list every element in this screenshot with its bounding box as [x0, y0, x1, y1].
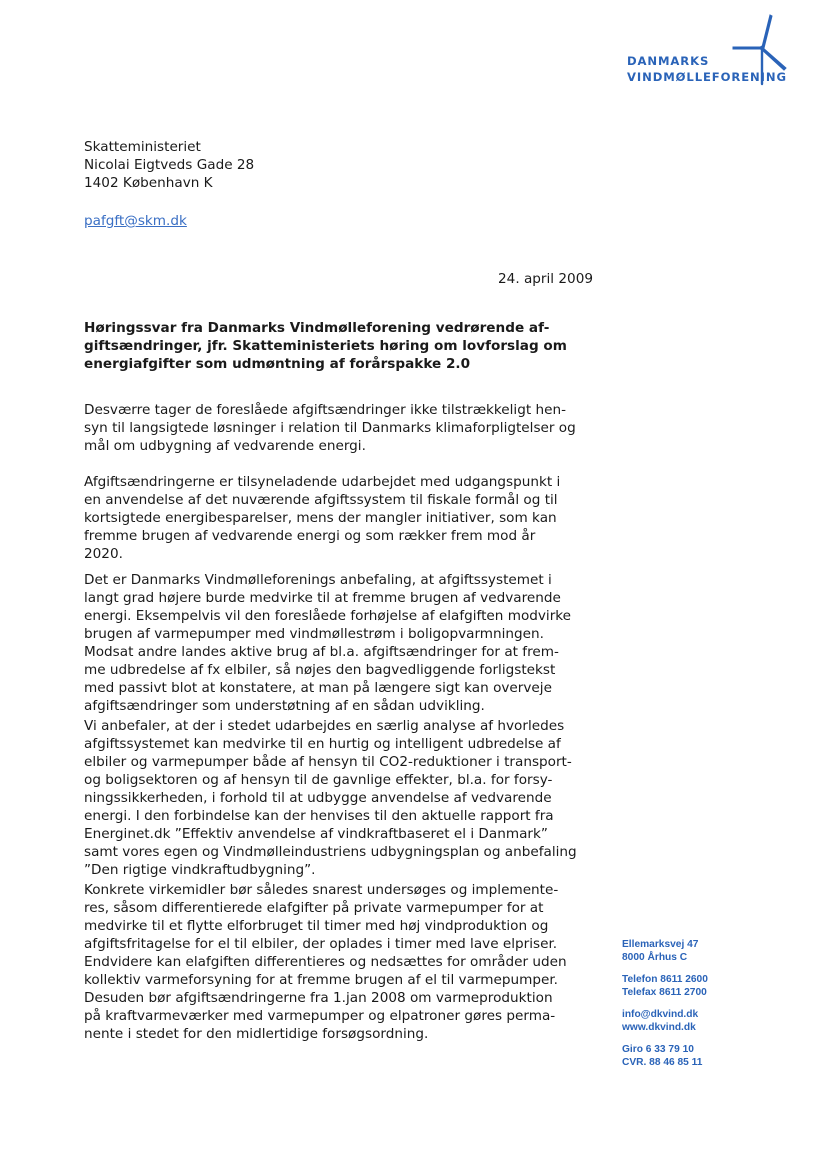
text-line: afgiftsændringer som understøtning af en sådan udvikling.	[84, 698, 485, 714]
text-line: kollektiv varmeforsyning for at fremme brugen af el til varmepumper.	[84, 972, 559, 988]
org-name-line1: DANMARKS	[627, 54, 710, 68]
text-line: brugen af varmepumper med vindmøllestrøm i boligopvarmningen.	[84, 626, 544, 642]
recipient-name: Skatteministeriet	[84, 139, 201, 155]
address-line: Ellemarksvej 47	[622, 939, 699, 950]
text-line: afgiftsfritagelse for el til elbiler, der oplades i timer med lave elpriser.	[84, 936, 558, 952]
body-paragraph-4	[84, 717, 604, 879]
text-line: mål om udbygning af vedvarende energi.	[84, 438, 366, 454]
telephone: Telefon 8611 2600	[622, 974, 708, 985]
text-line: ”Den rigtige vindkraftudbygning”.	[84, 862, 316, 878]
text-line: fremme brugen af vedvarende energi og som rækker frem mod år	[84, 528, 536, 544]
text-line: og boligsektoren og af hensyn til de gavnlige effekter, bl.a. for forsy-	[84, 772, 553, 788]
text-line: Afgiftsændringerne er tilsyneladende udarbejdet med udgangspunkt i	[84, 474, 561, 490]
recipient-address	[84, 138, 254, 192]
text-line: afgiftssystemet kan medvirke til en hurtig og intelligent udbredelse af	[84, 736, 561, 752]
recipient-city: 1402 København K	[84, 175, 213, 191]
address-line: 8000 Århus C	[622, 952, 688, 963]
sender-ids	[622, 1043, 708, 1069]
subject-line: giftsændringer, jfr. Skatteministeriets høring om lovforslag om	[84, 338, 567, 354]
recipient-street: Nicolai Eigtveds Gade 28	[84, 157, 255, 173]
text-line: syn til langsigtede løsninger i relation til Danmarks klimaforpligtelser og	[84, 420, 576, 436]
text-line: Det er Danmarks Vindmølleforenings anbefaling, at afgiftssystemet i	[84, 572, 552, 588]
recipient-email-link[interactable]: pafgft@skm.dk	[84, 213, 187, 229]
sender-phone	[622, 973, 708, 999]
letterhead-logo	[620, 8, 820, 98]
sender-web	[622, 1008, 708, 1034]
text-line: samt vores egen og Vindmølleindustriens udbygningsplan og anbefaling	[84, 844, 577, 860]
text-line: på kraftvarmeværker med varmepumper og elpatroner gøres perma-	[84, 1008, 556, 1024]
text-line: Desværre tager de foreslåede afgiftsændringer ikke tilstrækkeligt hen-	[84, 402, 566, 418]
telefax: Telefax 8611 2700	[622, 987, 707, 998]
sender-contact-block	[622, 938, 708, 1078]
text-line: Endvidere kan elafgiften differentieres og nedsættes for områder uden	[84, 954, 567, 970]
sender-address	[622, 938, 708, 964]
sender-website-link[interactable]: www.dkvind.dk	[622, 1022, 696, 1033]
text-line: langt grad højere burde medvirke til at fremme brugen af vedvarende	[84, 590, 561, 606]
text-line: en anvendelse af det nuværende afgiftssystem til fiskale formål og til	[84, 492, 558, 508]
text-line: kortsigtede energibesparelser, mens der mangler initiativer, som kan	[84, 510, 557, 526]
giro-number: Giro 6 33 79 10	[622, 1044, 694, 1055]
text-line: Vi anbefaler, at der i stedet udarbejdes en særlig analyse af hvorledes	[84, 718, 565, 734]
text-line: energi. Eksempelvis vil den foreslåede forhøjelse af elafgiften modvirke	[84, 608, 572, 624]
text-line: res, såsom differentierede elafgifter på private varmepumper for at	[84, 900, 544, 916]
text-line: Modsat andre landes aktive brug af bl.a. afgiftsændringer for at frem-	[84, 644, 559, 660]
body-paragraph-3	[84, 571, 604, 715]
subject-line: Høringssvar fra Danmarks Vindmølleforening vedrørende af-	[84, 320, 550, 336]
text-line: medvirke til et flytte elforbruget til timer med høj vindproduktion og	[84, 918, 549, 934]
sender-email-link[interactable]: info@dkvind.dk	[622, 1009, 699, 1020]
text-line: 2020.	[84, 546, 123, 562]
text-line: Desuden bør afgiftsændringerne fra 1.jan 2008 om varmeproduktion	[84, 990, 553, 1006]
text-line: energi. I den forbindelse kan der henvises til den aktuelle rapport fra	[84, 808, 554, 824]
cvr-number: CVR. 88 46 85 11	[622, 1057, 703, 1068]
text-line: elbiler og varmepumper både af hensyn til CO2-reduktioner i transport-	[84, 754, 572, 770]
body-paragraph-5	[84, 881, 604, 1043]
text-line: me udbredelse af fx elbiler, så nøjes den bagvedliggende forligstekst	[84, 662, 556, 678]
text-line: med passivt blot at konstatere, at man på længere sigt kan overveje	[84, 680, 552, 696]
body-paragraph-1	[84, 401, 604, 455]
text-line: Energinet.dk ”Effektiv anvendelse af vindkraftbaseret el i Danmark”	[84, 826, 548, 842]
org-name-line2: VINDMØLLEFORENING	[627, 70, 787, 84]
text-line: nente i stedet for den midlertidige forsøgsordning.	[84, 1026, 429, 1042]
text-line: Konkrete virkemidler bør således snarest undersøges og implemente-	[84, 882, 559, 898]
subject-line: energiafgifter som udmøntning af forårspakke 2.0	[84, 356, 471, 372]
body-paragraph-2	[84, 473, 604, 563]
letter-date: 24. april 2009	[498, 271, 593, 287]
text-line: ningssikkerheden, i forhold til at udbygge anvendelse af vedvarende	[84, 790, 552, 806]
letter-subject	[84, 319, 604, 373]
